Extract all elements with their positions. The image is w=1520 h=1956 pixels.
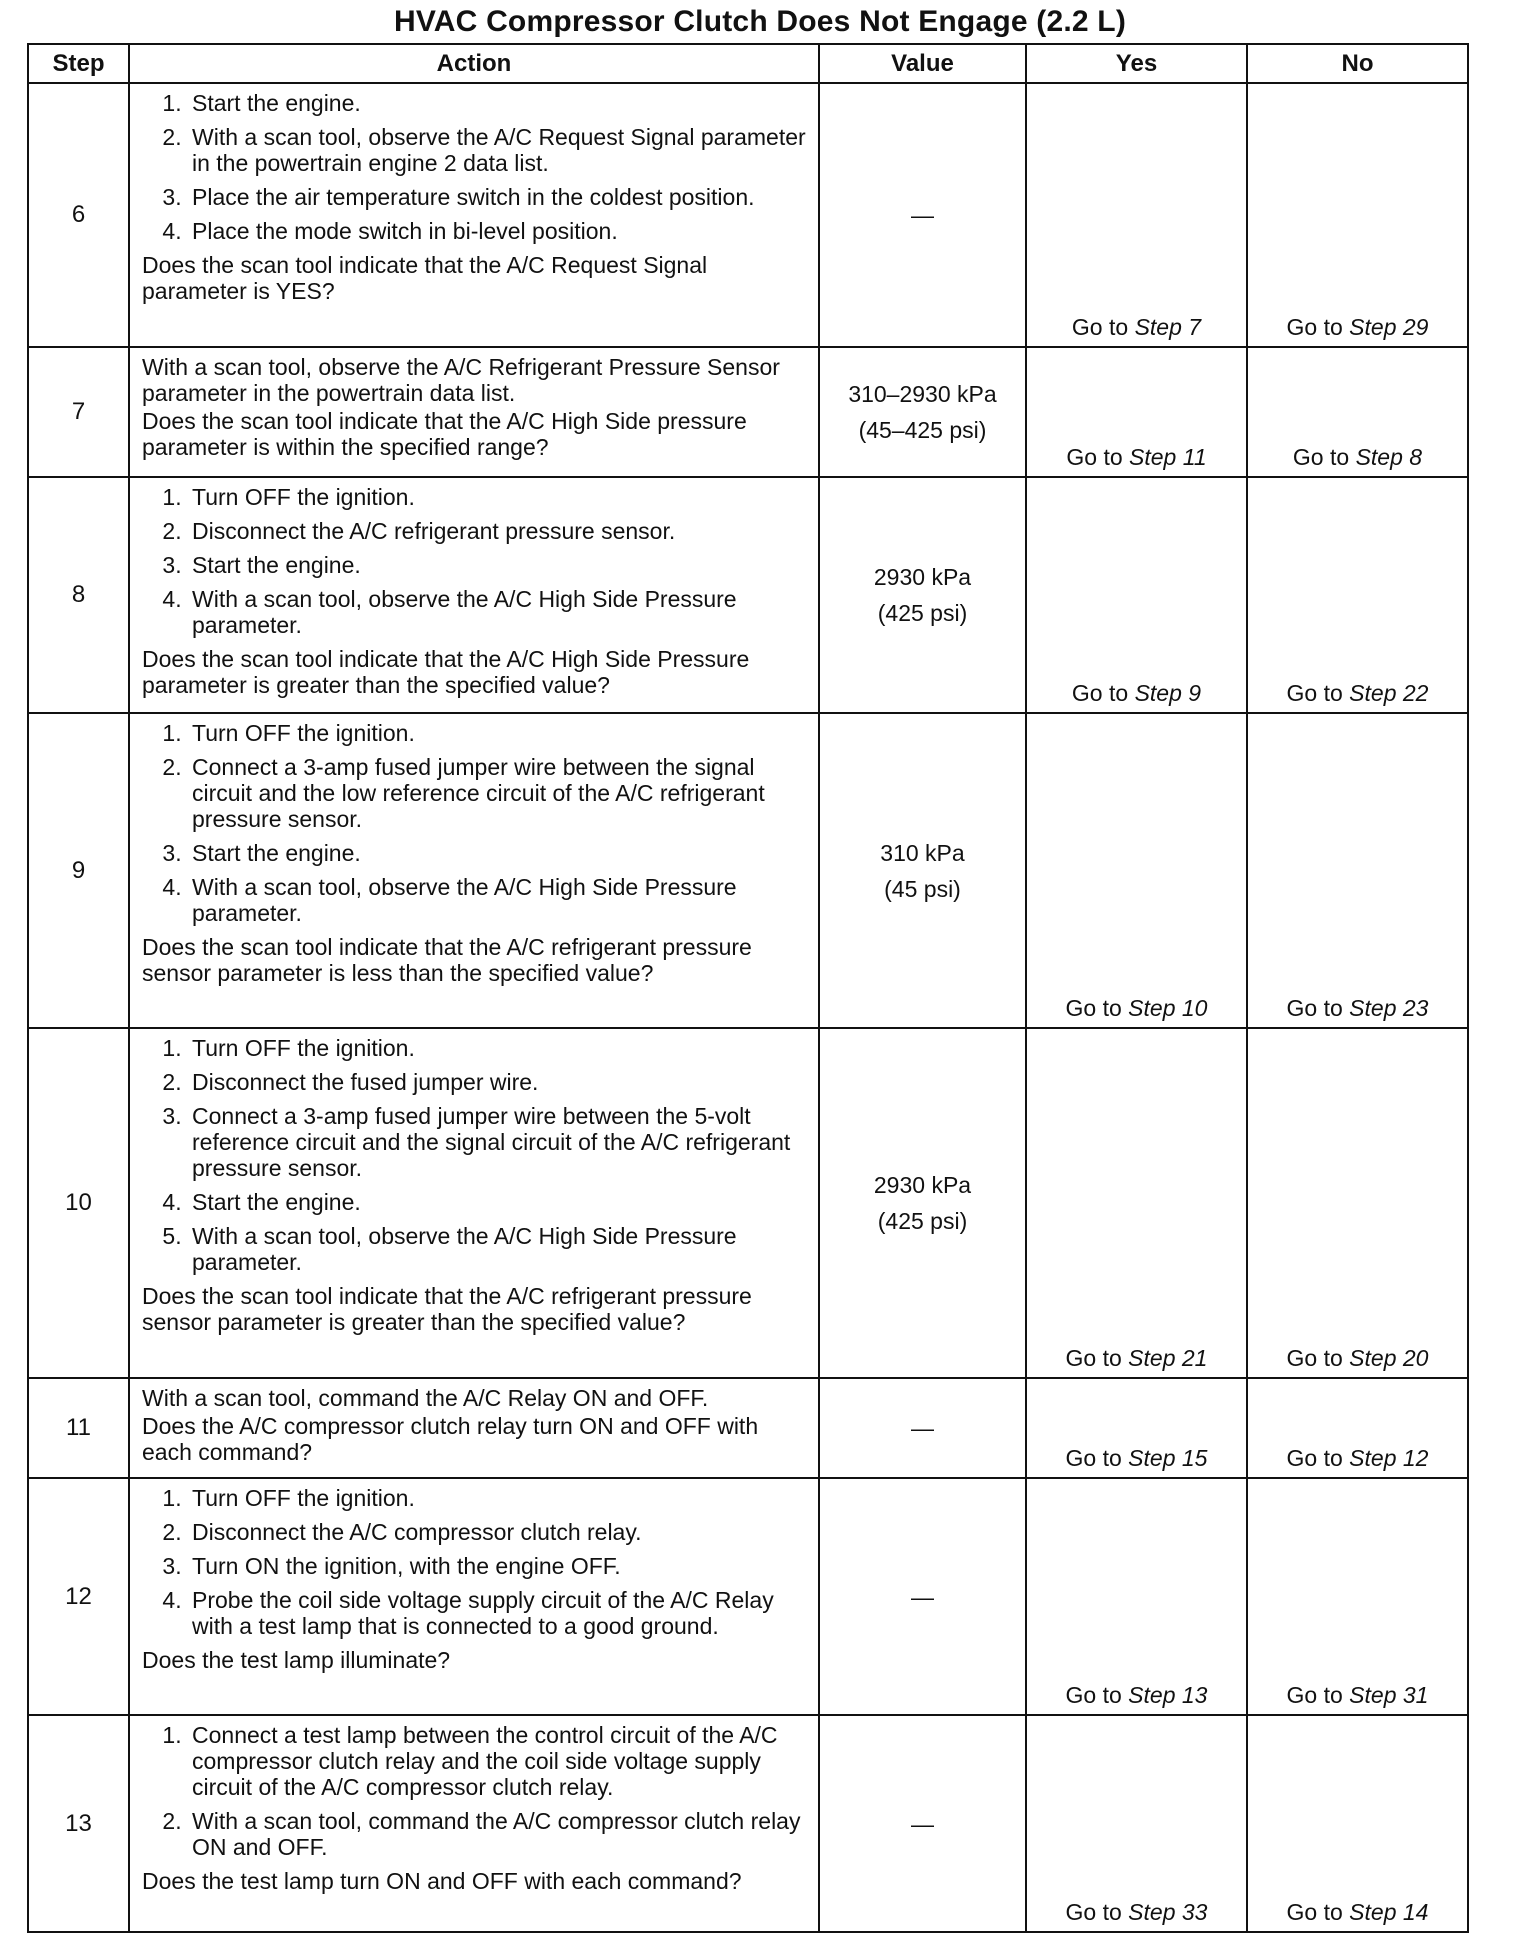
goto-target-step: Step 33: [1128, 1899, 1208, 1925]
substep-item: 2. With a scan tool, command the A/C compressor clutch relay ON and OFF.: [188, 1808, 808, 1860]
value-cell: [819, 1478, 1026, 1715]
table-row: [28, 713, 1468, 1028]
yes-cell: [1026, 477, 1247, 713]
value-cell: [819, 83, 1026, 347]
value-line: (45–425 psi): [858, 417, 987, 443]
goto-target-step: Step 29: [1349, 314, 1429, 340]
substep-item: 3. Turn ON the ignition, with the engine OFF.: [188, 1553, 808, 1579]
step-number: 8: [28, 477, 129, 713]
goto-no-link[interactable]: [1287, 314, 1429, 340]
goto-prefix: Go to: [1071, 314, 1129, 340]
substep-item: 2. Disconnect the fused jumper wire.: [188, 1069, 808, 1095]
substep-item: 2. With a scan tool, observe the A/C Request Signal parameter in the powertrain engine 2 data list.: [188, 124, 808, 176]
question-text: Does the scan tool indicate that the A/C High Side pressure parameter is within the specified range?: [142, 408, 747, 460]
goto-target-step: Step 14: [1349, 1899, 1429, 1925]
substep-list: [142, 720, 808, 926]
value-line: —: [911, 1415, 934, 1441]
value-line: —: [911, 202, 934, 228]
question-text: Does the test lamp illuminate?: [142, 1647, 451, 1673]
yes-cell: [1026, 1478, 1247, 1715]
goto-target-step: Step 13: [1128, 1682, 1208, 1708]
header-step: Step: [28, 44, 129, 83]
yes-cell: [1026, 1378, 1247, 1478]
value-cell: [819, 1715, 1026, 1932]
goto-no-link[interactable]: [1287, 1345, 1429, 1371]
substep-list: [142, 1035, 808, 1275]
goto-yes-link[interactable]: [1066, 995, 1208, 1021]
action-cell: [129, 83, 819, 347]
table-row: [28, 477, 1468, 713]
substep-item: 2. Disconnect the A/C refrigerant pressure sensor.: [188, 518, 808, 544]
goto-prefix: Go to: [1065, 995, 1122, 1021]
goto-no-link[interactable]: [1293, 444, 1422, 470]
goto-prefix: Go to: [1286, 995, 1343, 1021]
substep-item: 1. Connect a test lamp between the control circuit of the A/C compressor clutch relay and the coil side voltage supply circuit of the A/C compressor clutch relay.: [188, 1722, 808, 1800]
goto-yes-link[interactable]: [1066, 1682, 1208, 1708]
no-cell: [1247, 1378, 1468, 1478]
value-line: —: [911, 1810, 934, 1837]
yes-cell: [1026, 83, 1247, 347]
table-row: [28, 1028, 1468, 1378]
diagnostic-procedure-table: [27, 43, 1469, 1933]
substep-item: 2. Disconnect the A/C compressor clutch relay.: [188, 1519, 808, 1545]
goto-prefix: Go to: [1065, 1445, 1122, 1471]
action-cell: [129, 347, 819, 477]
value-line: 310–2930 kPa: [848, 381, 997, 407]
substep-item: 3. Connect a 3-amp fused jumper wire between the 5-volt reference circuit and the signal circuit of the A/C refrigerant pressure sensor.: [188, 1103, 808, 1181]
goto-target-step: Step 8: [1355, 444, 1423, 470]
value-line: 2930 kPa: [873, 564, 972, 590]
action-cell: [129, 1478, 819, 1715]
substep-item: 1. Turn OFF the ignition.: [188, 484, 808, 510]
value-cell: [819, 1028, 1026, 1378]
goto-yes-link[interactable]: [1072, 680, 1201, 706]
action-cell: [129, 477, 819, 713]
goto-no-link[interactable]: [1287, 1899, 1429, 1925]
action-cell: [129, 1378, 819, 1478]
no-cell: [1247, 1478, 1468, 1715]
substep-list: [142, 484, 808, 638]
header-no: No: [1247, 44, 1468, 83]
goto-target-step: Step 20: [1349, 1345, 1429, 1371]
value-line: 2930 kPa: [873, 1172, 972, 1198]
action-cell: [129, 1715, 819, 1932]
question-text: Does the scan tool indicate that the A/C High Side Pressure parameter is greater than the specified value?: [142, 646, 750, 698]
no-cell: [1247, 347, 1468, 477]
table-row: [28, 1715, 1468, 1932]
page-title: HVAC Compressor Clutch Does Not Engage (2.2 L): [393, 5, 1127, 38]
substep-item: 1. Turn OFF the ignition.: [188, 720, 808, 746]
step-number: 7: [28, 347, 129, 477]
substep-item: 3. Start the engine.: [188, 840, 808, 866]
step-number: 10: [28, 1028, 129, 1378]
goto-no-link[interactable]: [1287, 1682, 1429, 1708]
goto-prefix: Go to: [1066, 444, 1123, 470]
question-text: Does the A/C compressor clutch relay turn ON and OFF with each command?: [142, 1413, 759, 1465]
header-yes: Yes: [1026, 44, 1247, 83]
yes-cell: [1026, 347, 1247, 477]
goto-target-step: Step 21: [1128, 1345, 1208, 1371]
substep-item: 4. Probe the coil side voltage supply circuit of the A/C Relay with a test lamp that is connected to a good ground.: [188, 1587, 808, 1639]
substep-item: 3. Place the air temperature switch in the coldest position.: [188, 184, 808, 210]
goto-no-link[interactable]: [1287, 680, 1429, 706]
value-cell: [819, 1378, 1026, 1478]
goto-prefix: Go to: [1065, 1345, 1122, 1371]
table-header-row: [28, 44, 1468, 83]
question-text: Does the test lamp turn ON and OFF with each command?: [142, 1868, 742, 1894]
goto-prefix: Go to: [1286, 1682, 1343, 1708]
step-number: 9: [28, 713, 129, 1028]
goto-target-step: Step 12: [1349, 1445, 1429, 1471]
goto-prefix: Go to: [1292, 444, 1350, 470]
substep-item: 1. Turn OFF the ignition.: [188, 1485, 808, 1511]
goto-target-step: Step 10: [1128, 995, 1208, 1021]
header-action: Action: [129, 44, 819, 83]
value-line: (425 psi): [877, 600, 968, 626]
goto-no-link[interactable]: [1287, 995, 1429, 1021]
header-value: Value: [819, 44, 1026, 83]
goto-target-step: Step 31: [1349, 1682, 1429, 1708]
substep-item: 1. Start the engine.: [188, 90, 808, 116]
goto-target-step: Step 11: [1129, 444, 1207, 470]
goto-prefix: Go to: [1286, 314, 1343, 340]
step-number: 12: [28, 1478, 129, 1715]
step-number: 13: [28, 1715, 129, 1932]
no-cell: [1247, 83, 1468, 347]
yes-cell: [1026, 1715, 1247, 1932]
value-cell: [819, 713, 1026, 1028]
instruction-text: With a scan tool, observe the A/C Refrigerant Pressure Sensor parameter in the powertrain data list.: [142, 354, 780, 406]
table-row: [28, 83, 1468, 347]
goto-yes-link[interactable]: [1066, 444, 1206, 470]
no-cell: [1247, 1715, 1468, 1932]
goto-no-link[interactable]: [1287, 1445, 1429, 1471]
goto-yes-link[interactable]: [1072, 314, 1201, 340]
table-row: [28, 1478, 1468, 1715]
no-cell: [1247, 1028, 1468, 1378]
instruction-text: With a scan tool, command the A/C Relay ON and OFF.: [142, 1385, 709, 1411]
goto-prefix: Go to: [1286, 1445, 1343, 1471]
yes-cell: [1026, 1028, 1247, 1378]
action-cell: [129, 1028, 819, 1378]
question-text: Does the scan tool indicate that the A/C refrigerant pressure sensor parameter is greater than the specified value?: [142, 1283, 752, 1335]
goto-prefix: Go to: [1286, 1345, 1343, 1371]
substep-item: 2. Connect a 3-amp fused jumper wire between the signal circuit and the low reference circuit of the A/C refrigerant pressure sensor.: [188, 754, 808, 832]
substep-item: 1. Turn OFF the ignition.: [188, 1035, 808, 1061]
question-text: Does the scan tool indicate that the A/C Request Signal parameter is YES?: [142, 252, 708, 304]
goto-target-step: Step 23: [1349, 995, 1429, 1021]
goto-prefix: Go to: [1286, 680, 1343, 706]
substep-item: 4. With a scan tool, observe the A/C High Side Pressure parameter.: [188, 586, 808, 638]
action-cell: [129, 713, 819, 1028]
goto-prefix: Go to: [1065, 1899, 1122, 1925]
substep-item: 5. With a scan tool, observe the A/C High Side Pressure parameter.: [188, 1223, 808, 1275]
goto-target-step: Step 22: [1349, 680, 1429, 706]
goto-prefix: Go to: [1286, 1899, 1343, 1925]
goto-prefix: Go to: [1071, 680, 1129, 706]
goto-target-step: Step 15: [1128, 1445, 1208, 1471]
value-line: (45 psi): [884, 875, 961, 902]
substep-item: 4. With a scan tool, observe the A/C High Side Pressure parameter.: [188, 874, 808, 926]
yes-cell: [1026, 713, 1247, 1028]
goto-target-step: Step 7: [1134, 314, 1202, 340]
no-cell: [1247, 713, 1468, 1028]
substep-item: 4. Place the mode switch in bi-level position.: [188, 218, 808, 244]
substep-item: 4. Start the engine.: [188, 1189, 808, 1215]
substep-list: [142, 90, 808, 244]
substep-list: [142, 1722, 808, 1860]
substep-list: [142, 1485, 808, 1639]
goto-yes-link[interactable]: [1066, 1445, 1208, 1471]
goto-prefix: Go to: [1065, 1682, 1122, 1708]
value-line: 310 kPa: [880, 839, 965, 866]
no-cell: [1247, 477, 1468, 713]
goto-yes-link[interactable]: [1066, 1899, 1208, 1925]
goto-yes-link[interactable]: [1066, 1345, 1208, 1371]
value-cell: [819, 477, 1026, 713]
table-row: [28, 1378, 1468, 1478]
table-row: [28, 347, 1468, 477]
step-number: 11: [28, 1378, 129, 1478]
goto-target-step: Step 9: [1134, 680, 1202, 706]
value-cell: [819, 347, 1026, 477]
substep-item: 3. Start the engine.: [188, 552, 808, 578]
step-number: 6: [28, 83, 129, 347]
question-text: Does the scan tool indicate that the A/C refrigerant pressure sensor parameter is less than the specified value?: [142, 934, 752, 986]
value-line: (425 psi): [877, 1208, 968, 1234]
value-line: —: [911, 1583, 934, 1610]
table-body: [28, 83, 1468, 1932]
